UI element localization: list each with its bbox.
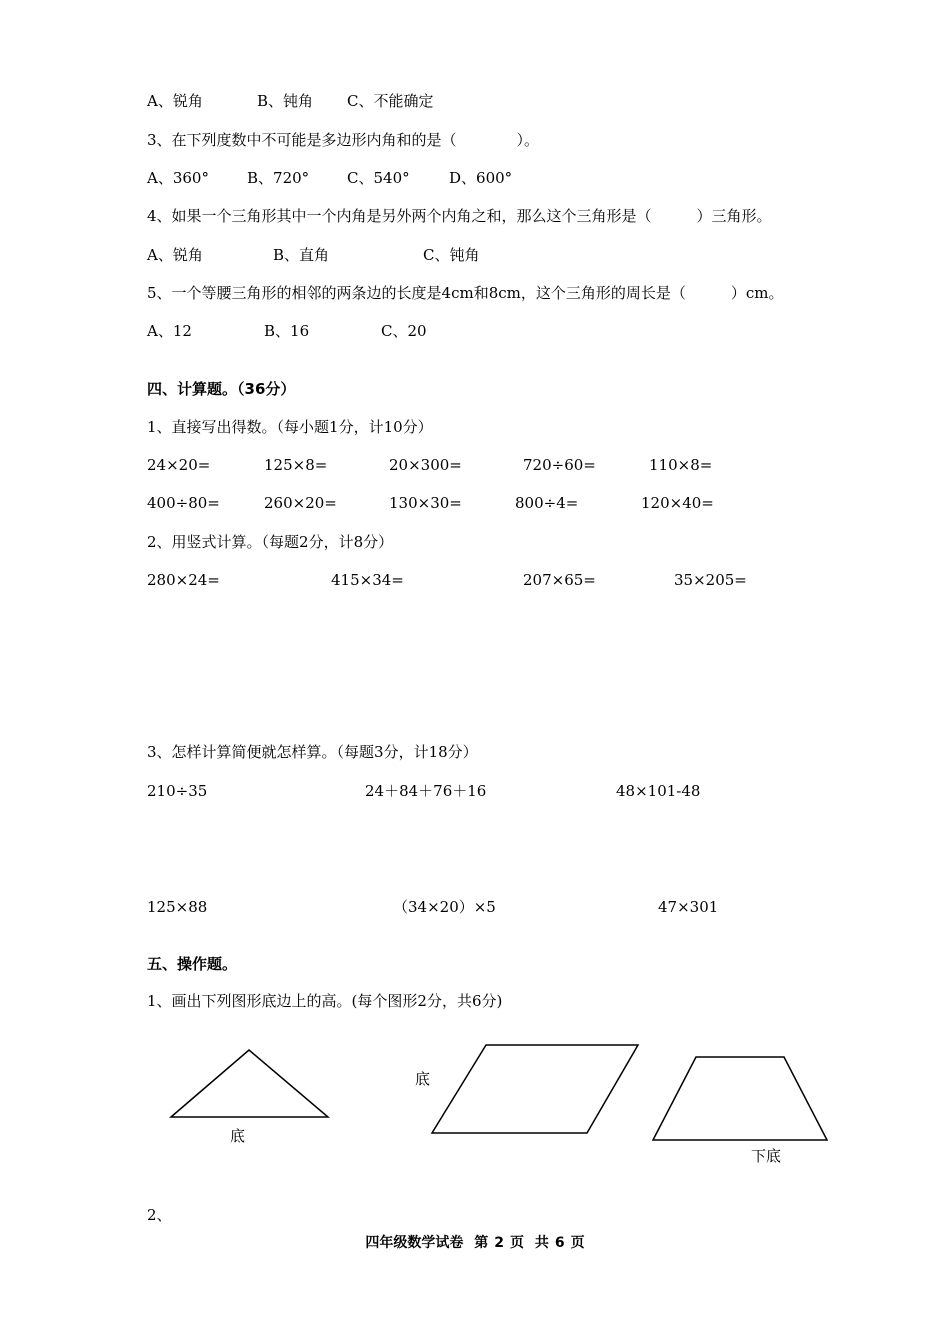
q5-option-a: A、12 (147, 322, 192, 340)
footer-title: 四年级数学试卷 (365, 1235, 464, 1251)
calc1-item: 120×40= (641, 494, 714, 512)
op1-title: 1、画出下列图形底边上的高。(每个图形2分，共6分) (147, 992, 503, 1010)
q3-option-a: A、360° (147, 169, 209, 187)
section4-title: 四、计算题。（36分） (147, 380, 296, 398)
q2-option-a: A、锐角 (147, 92, 203, 110)
parallelogram-base-label: 底 (415, 1070, 431, 1088)
triangle-figure (171, 1050, 328, 1117)
footer-total-unit: 页 (570, 1235, 585, 1251)
calc3-item: 24＋84＋76＋16 (365, 782, 487, 800)
parallelogram-figure (432, 1045, 638, 1133)
calc3-item: 125×88 (147, 898, 208, 916)
calc2-item: 207×65= (523, 571, 596, 589)
calc1-item: 130×30= (389, 494, 462, 512)
footer-page-prefix: 第 (474, 1235, 489, 1251)
page-footer (0, 1232, 950, 1252)
trapezoid-base-label: 下底 (751, 1147, 782, 1165)
calc1-item: 800÷4= (515, 494, 579, 512)
q4-text: 4、如果一个三角形其中一个内角是另外两个内角之和，那么这个三角形是（ ）三角形。 (147, 207, 772, 225)
q3-text: 3、在下列度数中不可能是多边形内角和的是（ ）。 (147, 131, 540, 149)
triangle-base-label: 底 (230, 1127, 246, 1145)
calc3-item: 47×301 (658, 898, 719, 916)
calc1-item: 400÷80= (147, 494, 220, 512)
q4-option-c: C、钝角 (423, 246, 480, 264)
q2-option-b: B、钝角 (257, 92, 314, 110)
calc2-item: 280×24= (147, 571, 220, 589)
calc1-item: 24×20= (147, 456, 211, 474)
calc1-item: 260×20= (264, 494, 337, 512)
section5-title: 五、操作题。 (147, 955, 238, 973)
footer-total-pages: 6 (554, 1235, 565, 1251)
q2-option-c: C、不能确定 (347, 92, 434, 110)
calc1-item: 720÷60= (523, 456, 596, 474)
q3-option-d: D、600° (449, 169, 513, 187)
calc1-item: 20×300= (389, 456, 462, 474)
q5-text: 5、一个等腰三角形的相邻的两条边的长度是4cm和8cm，这个三角形的周长是（ ）cm。 (147, 284, 784, 302)
footer-page-number: 2 (494, 1235, 504, 1251)
q5-option-b: B、16 (264, 322, 310, 340)
trapezoid-figure (653, 1057, 827, 1140)
op2-title: 2、 (147, 1206, 172, 1224)
calc2-item: 415×34= (331, 571, 404, 589)
calc2-item: 35×205= (674, 571, 747, 589)
calc3-item: （34×20）×5 (393, 898, 496, 916)
q3-option-b: B、720° (247, 169, 310, 187)
calc1-title: 1、直接写出得数。（每小题1分，计10分） (147, 418, 433, 436)
calc3-title: 3、怎样计算简便就怎样算。（每题3分，计18分） (147, 743, 478, 761)
q4-option-a: A、锐角 (147, 246, 203, 264)
footer-page-unit: 页 (510, 1235, 524, 1251)
footer-total-prefix: 共 (534, 1235, 549, 1251)
calc2-title: 2、用竖式计算。（每题2分，计8分） (147, 533, 394, 551)
calc1-item: 110×8= (649, 456, 713, 474)
q4-option-b: B、直角 (273, 246, 330, 264)
calc3-item: 48×101-48 (616, 782, 701, 800)
calc1-item: 125×8= (264, 456, 328, 474)
calc3-item: 210÷35 (147, 782, 208, 800)
q3-option-c: C、540° (347, 169, 410, 187)
q5-option-c: C、20 (381, 322, 427, 340)
